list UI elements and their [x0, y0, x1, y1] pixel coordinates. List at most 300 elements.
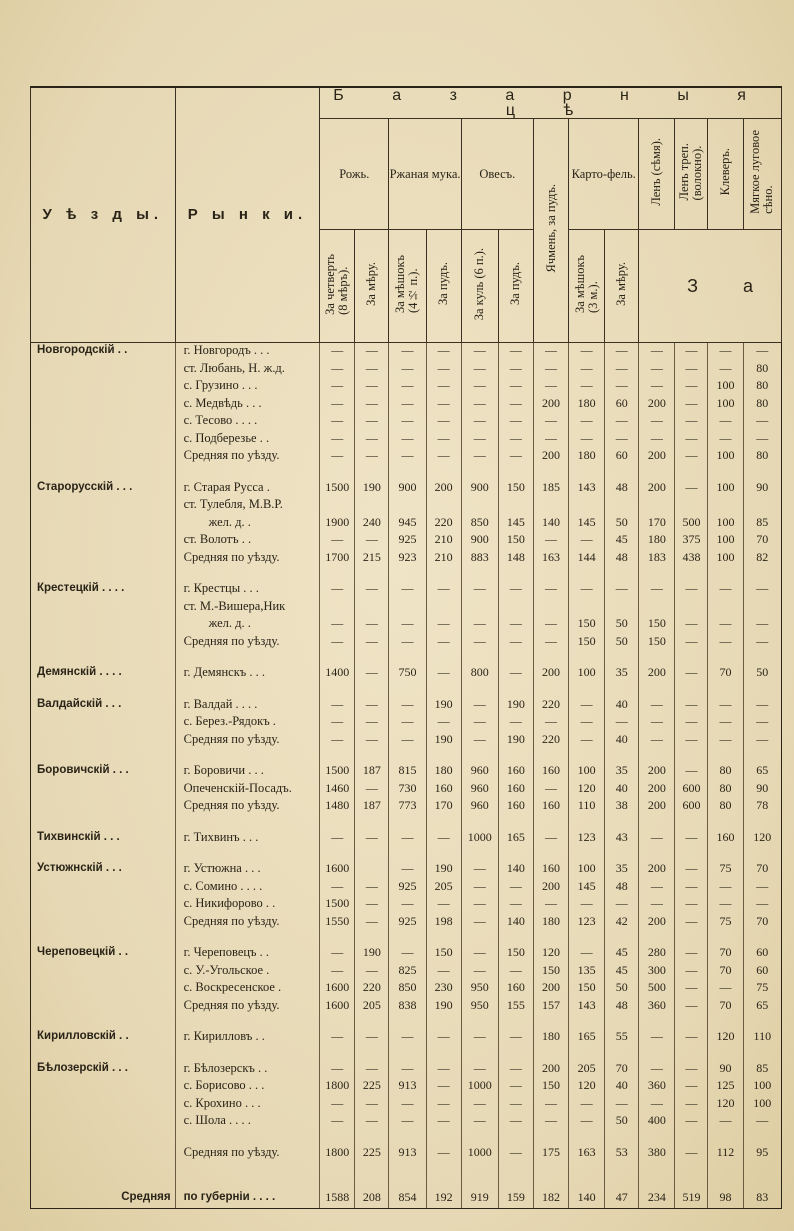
price-cell: 100	[708, 396, 743, 414]
price-cell: —	[461, 361, 498, 379]
price-cell: —	[498, 378, 533, 396]
price-cell: —	[569, 697, 605, 715]
price-cell: —	[389, 396, 426, 414]
spacer-cell	[569, 1176, 605, 1190]
spacer-row	[31, 651, 782, 665]
price-cell: —	[426, 963, 461, 981]
province-average-cell: 159	[498, 1190, 533, 1208]
price-cell: —	[569, 532, 605, 550]
spacer-cell	[708, 683, 743, 697]
spacer-cell	[708, 567, 743, 581]
price-cell: 100	[708, 480, 743, 498]
market-name: с. Крохино . . .	[175, 1096, 320, 1114]
price-cell: 205	[426, 879, 461, 897]
price-cell: 148	[498, 550, 533, 568]
price-cell: —	[355, 616, 389, 634]
table-row	[31, 343, 782, 361]
price-cell: —	[675, 413, 708, 431]
price-cell: 45	[605, 963, 639, 981]
price-cell	[389, 599, 426, 617]
price-cell: —	[426, 378, 461, 396]
price-cell: —	[320, 714, 355, 732]
price-cell: 145	[498, 515, 533, 533]
price-cell: —	[675, 361, 708, 379]
price-cell: 850	[461, 515, 498, 533]
spacer-cell	[533, 749, 568, 763]
price-cell: 500	[675, 515, 708, 533]
spacer-cell	[675, 816, 708, 830]
price-cell: —	[355, 431, 389, 449]
province-average-cell: 1588	[320, 1190, 355, 1208]
uezd-name	[31, 896, 176, 914]
price-cell: 1460	[320, 781, 355, 799]
spacer-cell	[389, 466, 426, 480]
province-average-cell: 519	[675, 1190, 708, 1208]
spacer-cell	[708, 1047, 743, 1061]
price-cell: —	[355, 1113, 389, 1131]
spacer-cell	[320, 567, 355, 581]
price-cell: 1500	[320, 480, 355, 498]
col-rye-mera: За мѣру.	[355, 230, 389, 343]
price-cell: 143	[569, 480, 605, 498]
price-cell: 900	[461, 480, 498, 498]
price-cell: 50	[605, 616, 639, 634]
price-cell: —	[708, 896, 743, 914]
spacer-cell	[569, 651, 605, 665]
spacer-cell	[605, 466, 639, 480]
table-row	[31, 697, 782, 715]
price-cell: 180	[533, 914, 568, 932]
spacer-cell	[461, 847, 498, 861]
price-cell: 280	[639, 945, 675, 963]
price-cell: —	[498, 448, 533, 466]
price-cell: —	[708, 879, 743, 897]
table-row	[31, 480, 782, 498]
price-cell: —	[498, 665, 533, 683]
price-cell: —	[675, 343, 708, 361]
market-name: жел. д. .	[175, 616, 320, 634]
price-cell: 120	[708, 1029, 743, 1047]
price-cell: —	[498, 581, 533, 599]
price-cell: 925	[389, 532, 426, 550]
price-cell: —	[675, 665, 708, 683]
spacer-cell	[355, 931, 389, 945]
price-cell: —	[461, 1113, 498, 1131]
price-cell: —	[675, 945, 708, 963]
uezd-name: Бѣлозерскій . . .	[31, 1061, 176, 1079]
price-cell: —	[320, 634, 355, 652]
price-cell: —	[355, 781, 389, 799]
price-cell: 150	[498, 532, 533, 550]
spacer-cell	[355, 1047, 389, 1061]
price-cell: 160	[533, 798, 568, 816]
price-cell: —	[569, 1096, 605, 1114]
market-name: г. Устюжна . . .	[175, 861, 320, 879]
price-cell: —	[675, 581, 708, 599]
spacer-cell	[320, 749, 355, 763]
uezd-name	[31, 798, 176, 816]
price-cell: 140	[498, 861, 533, 879]
price-cell: —	[743, 896, 781, 914]
price-cell: 960	[461, 798, 498, 816]
price-cell: —	[320, 697, 355, 715]
price-cell: 183	[639, 550, 675, 568]
price-cell: 100	[569, 763, 605, 781]
market-name: Средняя по уѣзду.	[175, 798, 320, 816]
uezd-name: Череповецкій . .	[31, 945, 176, 963]
price-cell: 163	[533, 550, 568, 568]
spacer-cell	[461, 466, 498, 480]
spacer-cell	[320, 847, 355, 861]
spacer-cell	[675, 847, 708, 861]
price-cell: 960	[461, 763, 498, 781]
col-uezdy-header: У ѣ з д ы.	[31, 87, 176, 343]
price-cell: —	[675, 1096, 708, 1114]
price-cell: —	[320, 413, 355, 431]
spacer-cell	[426, 1015, 461, 1029]
price-cell	[355, 497, 389, 515]
price-cell: 190	[355, 945, 389, 963]
spacer-cell	[175, 466, 320, 480]
price-cell: 125	[708, 1078, 743, 1096]
table-row	[31, 361, 782, 379]
spacer-cell	[355, 749, 389, 763]
price-cell: —	[355, 532, 389, 550]
province-average-cell: 182	[533, 1190, 568, 1208]
market-name: г. Кирилловъ . .	[175, 1029, 320, 1047]
price-cell: 1000	[461, 1145, 498, 1163]
price-cell: 48	[605, 879, 639, 897]
market-name: Средняя по уѣзду.	[175, 914, 320, 932]
price-cell: 200	[639, 396, 675, 414]
spacer-cell	[426, 651, 461, 665]
table-row	[31, 665, 782, 683]
price-cell: 913	[389, 1078, 426, 1096]
spacer-cell	[605, 1162, 639, 1176]
price-cell: —	[743, 879, 781, 897]
price-cell: 100	[569, 861, 605, 879]
spacer-cell	[320, 683, 355, 697]
price-cell: —	[569, 431, 605, 449]
table-row	[31, 1061, 782, 1079]
spacer-cell	[743, 847, 781, 861]
price-cell: 48	[605, 480, 639, 498]
uezd-name: Старорусскій . . .	[31, 480, 176, 498]
price-cell: —	[355, 361, 389, 379]
price-cell: 1600	[320, 980, 355, 998]
price-cell: —	[533, 532, 568, 550]
price-cell: 205	[355, 998, 389, 1016]
price-cell: 225	[355, 1078, 389, 1096]
price-cell: 200	[533, 448, 568, 466]
price-cell: 140	[498, 914, 533, 932]
price-cell: —	[605, 581, 639, 599]
table-row	[31, 980, 782, 998]
price-cell: —	[708, 361, 743, 379]
spacer-cell	[461, 651, 498, 665]
price-cell: —	[533, 1096, 568, 1114]
price-cell: —	[639, 732, 675, 750]
price-cell: 150	[498, 480, 533, 498]
spacer-cell	[533, 1176, 568, 1190]
price-cell: —	[743, 1113, 781, 1131]
spacer-cell	[389, 683, 426, 697]
price-cell: —	[320, 1096, 355, 1114]
col-oats-pud: За пудъ.	[498, 230, 533, 343]
market-name: ст. Любань, Н. ж.д.	[175, 361, 320, 379]
price-cell	[605, 497, 639, 515]
price-cell: —	[426, 1096, 461, 1114]
price-cell: 70	[708, 963, 743, 981]
price-cell: 380	[639, 1145, 675, 1163]
market-name: с. У.-Угольское .	[175, 963, 320, 981]
spacer-cell	[320, 651, 355, 665]
price-cell: 163	[569, 1145, 605, 1163]
price-cell: —	[389, 378, 426, 396]
uezd-name: Новгородскій . .	[31, 343, 176, 361]
uezd-name: Крестецкій . . . .	[31, 581, 176, 599]
price-cell: —	[498, 361, 533, 379]
price-cell: 110	[743, 1029, 781, 1047]
spacer-row	[31, 816, 782, 830]
group-rye: Рожь.	[320, 119, 389, 230]
price-cell: —	[569, 378, 605, 396]
price-cell: —	[355, 1029, 389, 1047]
table-row	[31, 616, 782, 634]
spacer-cell	[569, 931, 605, 945]
spacer-cell	[605, 1015, 639, 1029]
price-cell: —	[426, 343, 461, 361]
price-cell	[639, 497, 675, 515]
spacer-cell	[461, 683, 498, 697]
price-cell: 120	[569, 781, 605, 799]
price-cell: —	[355, 732, 389, 750]
price-cell	[675, 497, 708, 515]
spacer-cell	[533, 1162, 568, 1176]
price-cell: 95	[743, 1145, 781, 1163]
price-cell: 100	[708, 378, 743, 396]
price-cell: 35	[605, 861, 639, 879]
table-row	[31, 861, 782, 879]
uezd-name	[31, 1078, 176, 1096]
spacer-cell	[743, 1047, 781, 1061]
price-cell: 85	[743, 515, 781, 533]
price-cell	[355, 861, 389, 879]
market-name: г. Валдай . . . .	[175, 697, 320, 715]
price-cell: —	[461, 879, 498, 897]
price-cell: —	[389, 896, 426, 914]
price-cell: —	[605, 378, 639, 396]
market-name: с. Подберезье . .	[175, 431, 320, 449]
price-cell	[461, 599, 498, 617]
col-flour-pud: За пудъ.	[426, 230, 461, 343]
price-cell: —	[389, 431, 426, 449]
uezd-name	[31, 413, 176, 431]
price-cell: 170	[639, 515, 675, 533]
price-cell: 190	[426, 861, 461, 879]
spacer-cell	[320, 1047, 355, 1061]
price-cell: 187	[355, 798, 389, 816]
price-cell: 400	[639, 1113, 675, 1131]
uezd-name	[31, 963, 176, 981]
price-cell: 144	[569, 550, 605, 568]
price-cell: 165	[498, 830, 533, 848]
price-cell: —	[355, 343, 389, 361]
price-cell: 35	[605, 665, 639, 683]
table-body	[31, 343, 782, 1209]
price-cell: 50	[743, 665, 781, 683]
price-cell: 100	[743, 1096, 781, 1114]
spacer-row	[31, 1176, 782, 1190]
price-cell: —	[389, 343, 426, 361]
spacer-cell	[675, 1176, 708, 1190]
spacer-cell	[355, 1015, 389, 1029]
price-cell: —	[461, 378, 498, 396]
spacer-cell	[533, 1047, 568, 1061]
col-hay: Мягкое луговое сѣно.	[743, 119, 781, 230]
market-name: с. Сомино . . . .	[175, 879, 320, 897]
price-cell: —	[426, 581, 461, 599]
uezd-name	[31, 634, 176, 652]
spacer-cell	[708, 749, 743, 763]
price-cell: —	[461, 634, 498, 652]
spacer-cell	[639, 1162, 675, 1176]
price-cell: —	[498, 1145, 533, 1163]
price-cell: —	[461, 697, 498, 715]
price-cell: 1800	[320, 1145, 355, 1163]
price-cell: 75	[743, 980, 781, 998]
price-cell: 50	[605, 1113, 639, 1131]
price-cell	[355, 599, 389, 617]
price-cell: 190	[498, 697, 533, 715]
spacer-cell	[675, 567, 708, 581]
price-cell: —	[389, 413, 426, 431]
price-cell: 220	[533, 732, 568, 750]
table-row	[31, 431, 782, 449]
price-cell: —	[533, 896, 568, 914]
price-cell: 190	[426, 697, 461, 715]
spacer-cell	[675, 749, 708, 763]
price-cell: 160	[498, 798, 533, 816]
price-cell: 838	[389, 998, 426, 1016]
price-cell: —	[320, 396, 355, 414]
spacer-cell	[569, 466, 605, 480]
spacer-cell	[498, 567, 533, 581]
spacer-cell	[639, 847, 675, 861]
spacer-cell	[31, 931, 176, 945]
price-cell	[639, 599, 675, 617]
price-cell: —	[569, 714, 605, 732]
price-cell: —	[708, 431, 743, 449]
price-cell: —	[639, 361, 675, 379]
price-cell: 800	[461, 665, 498, 683]
price-cell: 150	[569, 634, 605, 652]
price-cell: —	[426, 448, 461, 466]
price-cell: 78	[743, 798, 781, 816]
uezd-name	[31, 497, 176, 515]
market-name: с. Грузино . . .	[175, 378, 320, 396]
col-oats-kul: За куль (6 п.).	[461, 230, 498, 343]
price-cell: 48	[605, 550, 639, 568]
price-cell: 925	[389, 879, 426, 897]
price-cell: —	[498, 963, 533, 981]
market-name: г. Боровичи . . .	[175, 763, 320, 781]
price-cell: —	[639, 413, 675, 431]
uezd-name	[31, 980, 176, 998]
price-cell: 123	[569, 830, 605, 848]
price-cell: 135	[569, 963, 605, 981]
table-row	[31, 1096, 782, 1114]
price-cell: —	[389, 1029, 426, 1047]
price-cell: —	[461, 1029, 498, 1047]
spacer-cell	[675, 1047, 708, 1061]
spacer-cell	[569, 749, 605, 763]
spacer-cell	[498, 1131, 533, 1145]
spacer-cell	[675, 651, 708, 665]
price-cell: 70	[743, 532, 781, 550]
price-cell: —	[320, 378, 355, 396]
price-cell: —	[533, 581, 568, 599]
price-cell	[426, 599, 461, 617]
price-cell: —	[355, 581, 389, 599]
price-cell: 200	[533, 396, 568, 414]
price-cell: 1480	[320, 798, 355, 816]
spacer-cell	[498, 931, 533, 945]
price-cell: —	[320, 1061, 355, 1079]
spacer-row	[31, 1131, 782, 1145]
price-cell: 1600	[320, 861, 355, 879]
price-cell: 150	[533, 963, 568, 981]
price-cell: —	[389, 1113, 426, 1131]
spacer-cell	[743, 466, 781, 480]
price-cell: 45	[605, 945, 639, 963]
table-row	[31, 732, 782, 750]
price-cell	[320, 599, 355, 617]
price-cell: —	[533, 616, 568, 634]
price-cell: 210	[426, 532, 461, 550]
spacer-cell	[389, 1015, 426, 1029]
price-cell: 80	[708, 781, 743, 799]
spacer-row	[31, 847, 782, 861]
spacer-cell	[743, 1176, 781, 1190]
spacer-cell	[31, 1047, 176, 1061]
price-cell: —	[355, 1061, 389, 1079]
uezd-name: Боровичскій . . .	[31, 763, 176, 781]
price-cell: 900	[389, 480, 426, 498]
price-cell: 200	[639, 448, 675, 466]
spacer-cell	[639, 683, 675, 697]
spacer-cell	[569, 816, 605, 830]
spacer-cell	[355, 847, 389, 861]
price-cell: 1500	[320, 896, 355, 914]
price-cell: 40	[605, 732, 639, 750]
spacer-cell	[320, 1162, 355, 1176]
uezd-name	[31, 732, 176, 750]
market-name: ст. Тулебля, М.В.Р.	[175, 497, 320, 515]
spacer-cell	[461, 749, 498, 763]
spacer-cell	[605, 931, 639, 945]
price-cell: —	[675, 634, 708, 652]
price-cell: —	[498, 396, 533, 414]
price-cell: —	[569, 732, 605, 750]
price-cell: 70	[605, 1061, 639, 1079]
province-average-cell: 98	[708, 1190, 743, 1208]
spacer-cell	[31, 466, 176, 480]
price-cell: —	[461, 1061, 498, 1079]
uezd-name	[31, 998, 176, 1016]
spacer-row	[31, 1047, 782, 1061]
price-cell: 200	[533, 879, 568, 897]
